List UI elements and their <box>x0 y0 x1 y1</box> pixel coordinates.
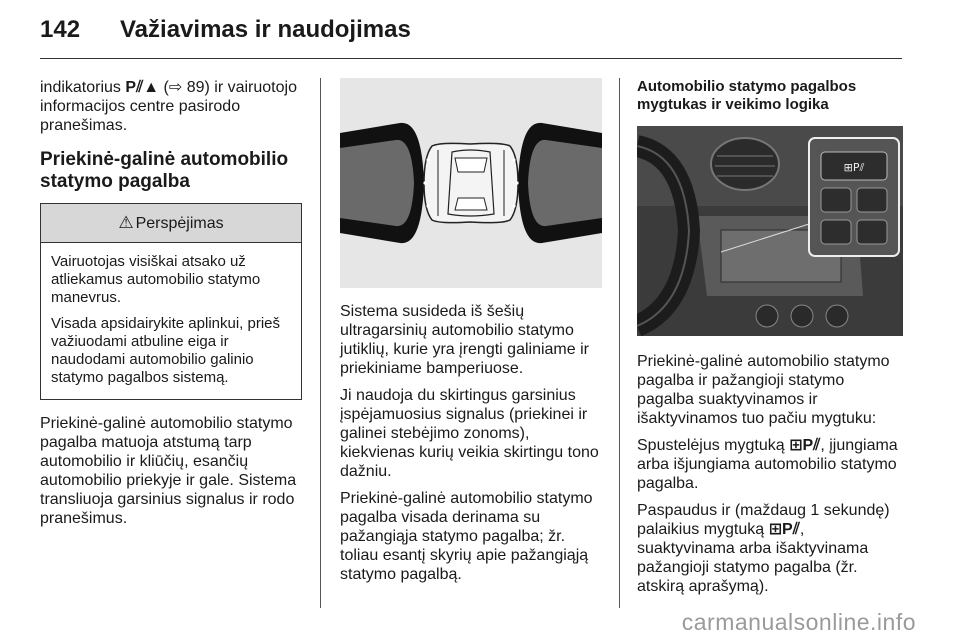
parking-assist-icon: P⫽▲ <box>125 79 160 96</box>
body-paragraph: Priekinė-galinė automobilio statymo pagalba matuoja atstumą tarp automobilio ir kliūčių, esančių automobilio priekyje ir gale. Sistema transliuoja garsinius signalus ir rodo pranešimus. <box>40 415 297 527</box>
section-title: Važiavimas ir naudojimas <box>120 16 411 43</box>
warning-title: ⚠ Perspėjimas <box>41 204 301 243</box>
warning-text: Visada apsidairykite aplinkui, prieš važiuodami atbuline eiga ir naudodami automobilio galinio statymo pagalbos sistemą. <box>51 315 281 386</box>
dashboard-photo <box>637 126 903 336</box>
column-left <box>40 78 302 536</box>
sensor-zones-illustration <box>340 78 602 288</box>
body-paragraph: Ji naudoja du skirtingus garsinius įspėjamuosius signalus (priekinei ir galinei stebėjimo zonoms), kiekvienas kurių veikia skirtingu tono dažniu. <box>340 387 599 480</box>
warning-box <box>40 203 302 400</box>
section-heading: Priekinė-galinė automobilio statymo pagalba <box>40 149 289 192</box>
svg-text:⊞P⫽: ⊞P⫽ <box>843 161 865 174</box>
body-paragraph: Spustelėjus mygtuką ⊞P⫽, įjungiama arba išjungiama automobilio statymo pagalba. <box>637 437 898 492</box>
body-paragraph: Priekinė-galinė automobilio statymo pagalba visada derinama su pažangiąja statymo pagalba; žr. toliau esantį skyrių apie pažangiąją statymo pagalbą. <box>340 490 593 583</box>
column-middle <box>340 78 602 592</box>
page-number: 142 <box>40 16 81 43</box>
column-divider <box>619 78 620 608</box>
park-button-icon: ⊞P⫽ <box>789 437 821 454</box>
watermark: carmanualsonline.info <box>681 609 916 635</box>
column-right <box>637 78 903 604</box>
reference-arrow-icon: ⇨ <box>168 79 183 96</box>
body-paragraph: Priekinė-galinė automobilio statymo pagalba ir pažangioji statymo pagalba suaktyvinamos ir išaktyvinamos tuo pačiu mygtuku: <box>637 353 890 427</box>
intro-paragraph: indikatorius P⫽▲ (⇨ 89) ir vairuotojo informacijos centre pasirodo pranešimas. <box>40 79 297 134</box>
warning-text: Vairuotojas visiškai atsako už atliekamus automobilio statymo manevrus. <box>51 253 261 306</box>
body-paragraph: Sistema susideda iš šešių ultragarsinių automobilio statymo jutiklių, kurie yra įrengti galiniame ir priekiniame bamperiuose. <box>340 303 589 377</box>
column-divider <box>320 78 321 608</box>
park-button-icon: ⊞P⫽ <box>768 521 800 538</box>
body-paragraph: Paspaudus ir (maždaug 1 sekundę) palaikius mygtuką ⊞P⫽, suaktyvinama arba išaktyvinama pažangioji statymo pagalba (žr. atskirą aprašymą). <box>637 502 890 595</box>
warning-triangle-icon: ⚠ <box>118 213 134 232</box>
page-header <box>40 14 902 59</box>
page-reference: 89 <box>186 79 205 96</box>
warning-body <box>41 243 301 399</box>
subsection-heading: Automobilio statymo pagalbos mygtukas ir veikimo logika <box>637 78 857 113</box>
